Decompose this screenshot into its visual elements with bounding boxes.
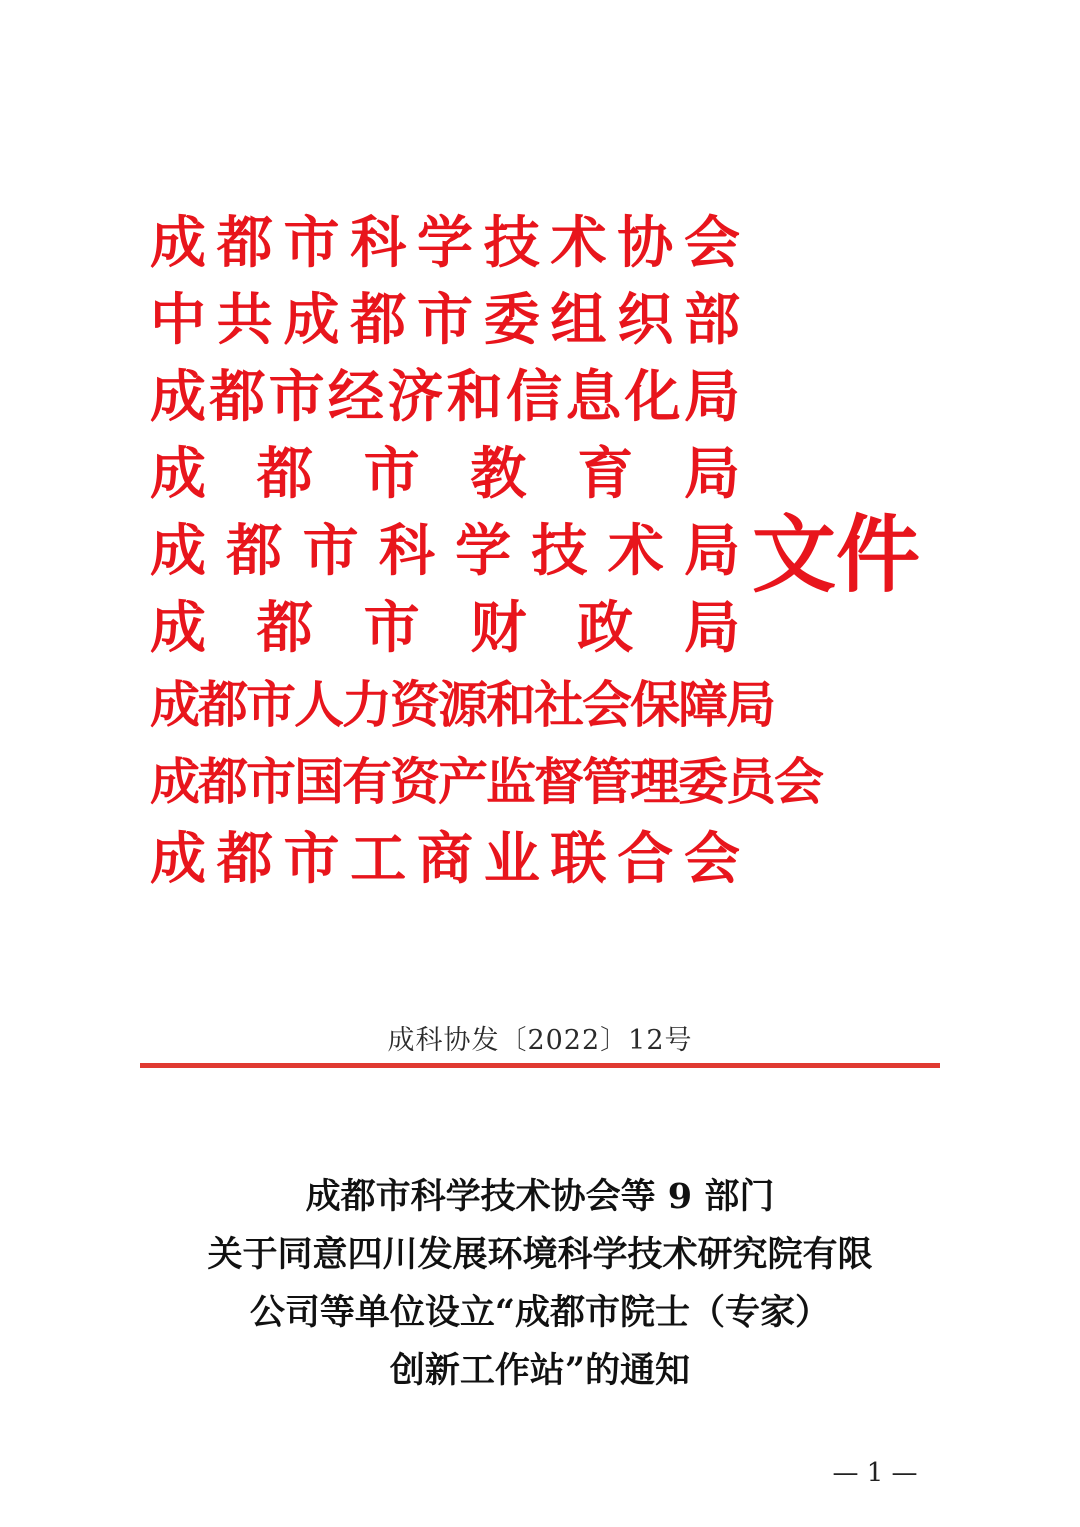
- title-line: 公司等单位设立“成都市院士（专家）: [249, 1292, 831, 1333]
- authority-line: 成都市人力资源和社会保障局: [150, 676, 774, 734]
- authority-line: 成都市科学技术协会: [150, 211, 740, 276]
- title-line: 成都市科学技术协会等 9 部门: [305, 1176, 775, 1217]
- authority-line: 成都市财政局: [150, 596, 740, 661]
- issuing-authorities: [150, 205, 822, 898]
- authority-line: 成都市国有资产监督管理委员会: [150, 753, 822, 811]
- document-number: 成科协发〔2022〕12号: [387, 1025, 693, 1056]
- title-line: 创新工作站”的通知: [389, 1350, 691, 1391]
- document-title: [120, 1168, 960, 1400]
- authority-line: 成都市教育局: [150, 442, 740, 507]
- authority-line: 成都市工商业联合会: [150, 827, 740, 892]
- authority-line: 中共成都市委组织部: [150, 288, 740, 353]
- header-suffix: 文件: [752, 506, 921, 604]
- authority-line: 成都市科学技术局: [150, 519, 740, 584]
- red-divider-line: [140, 1063, 940, 1068]
- page-number: — 1 —: [832, 1458, 918, 1488]
- title-line: 关于同意四川发展环境科学技术研究院有限: [207, 1234, 873, 1275]
- authority-line: 成都市经济和信息化局: [150, 365, 740, 430]
